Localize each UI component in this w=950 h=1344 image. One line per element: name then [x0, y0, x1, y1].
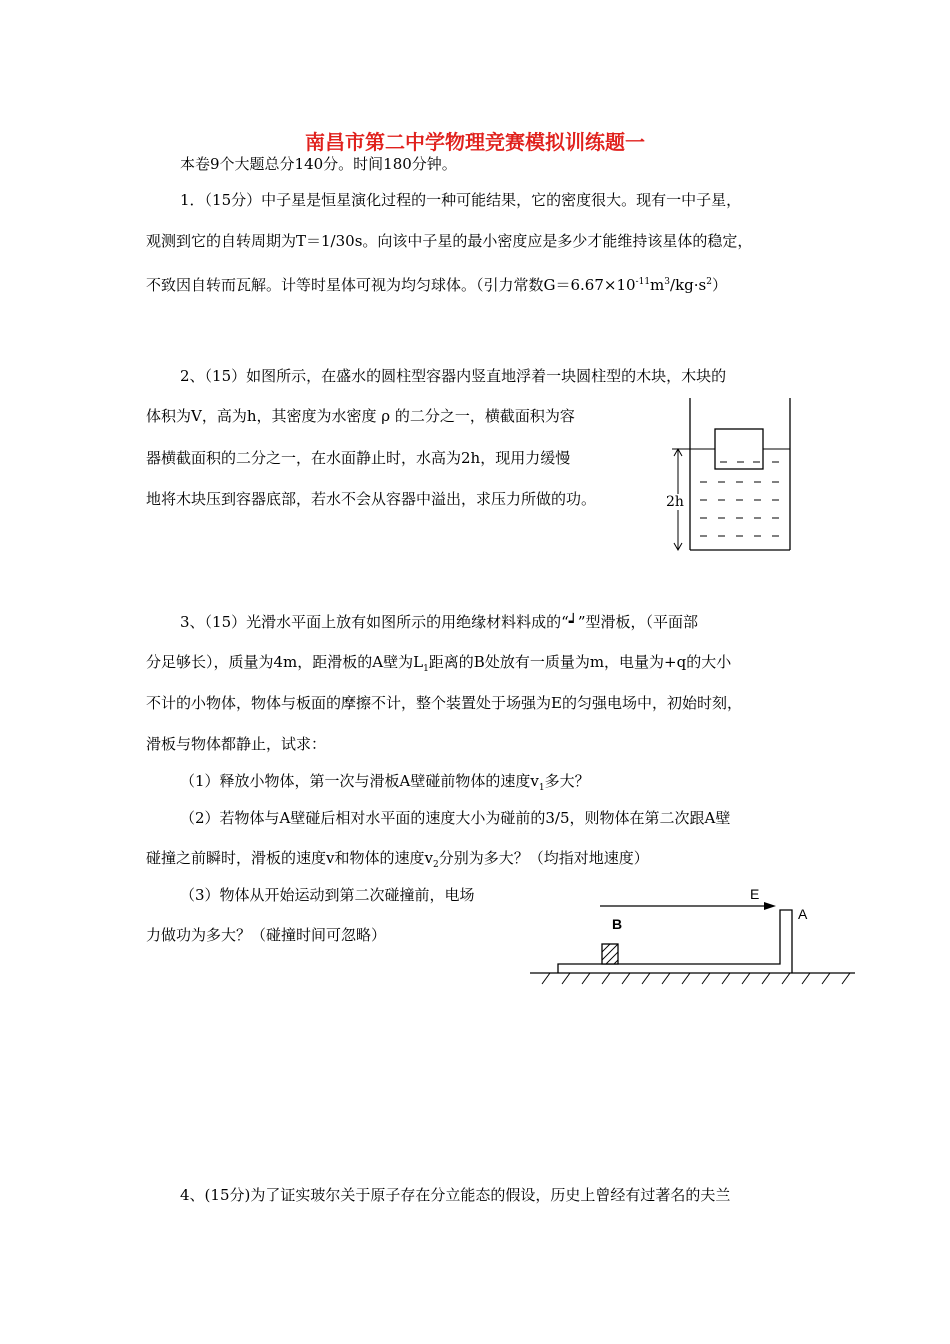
q3-line-4: 滑板与物体都静止，试求： — [146, 735, 327, 753]
q3-slider-figure — [530, 880, 860, 990]
q3-line-2: 分足够长），质量为4m，距滑板的A壁为$L_1$距离的B处放有一质量为m，电量为+q的大小 — [146, 653, 732, 674]
q3-fig-label-b: B — [612, 916, 623, 932]
q3-fig-label-e: E — [750, 886, 760, 902]
q4-line-1: 4、(15分)为了证实玻尔关于原子存在分立能态的假设，历史上曾经有过著名的夫兰 — [180, 1186, 731, 1204]
page-title: 南昌市第二中学物理竞赛模拟训练题一 — [305, 130, 645, 154]
q2-fig-label-2h: 2h — [666, 494, 684, 510]
q3-part-2: （2）若物体与A壁碰后相对水平面的速度大小为碰前的3/5，则物体在第二次跟A壁 — [180, 809, 731, 827]
q3-part-3: （3）物体从开始运动到第二次碰撞前，电场 — [180, 886, 475, 904]
q2-line-4: 地将木块压到容器底部，若水不会从容器中溢出，求压力所做的功。 — [146, 490, 597, 508]
intro-text: 本卷9个大题总分140分。时间180分钟。 — [180, 155, 457, 173]
q3-part-1: （1）释放小物体，第一次与滑板A壁碰前物体的速度$v_1$多大？ — [180, 772, 590, 793]
q1-line-2: 观测到它的自转周期为T＝1/30s。向该中子星的最小密度应是多少才能维持该星体的稳定， — [146, 232, 753, 250]
q1-line-1: 1．（15分）中子星是恒星演化过程的一种可能结果，它的密度很大。现有一中子星， — [180, 191, 742, 209]
q3-line-3: 不计的小物体，物体与板面的摩擦不计，整个装置处于场强为E的匀强电场中，初始时刻， — [146, 694, 742, 712]
q1-line-3: 不致因自转而瓦解。计等时星体可视为均匀球体。（引力常数$G=6.67\times 10^{-11}m^3/kg\cdot s^2$） — [146, 276, 727, 294]
q2-container-figure — [660, 392, 800, 554]
q3-part-2-cont: 碰撞之前瞬时，滑板的速度v和物体的速度$v_2$分别为多大？（均指对地速度） — [146, 849, 649, 870]
q2-line-2: 体积为V，高为h，其密度为水密度 ρ 的二分之一，横截面积为容 — [146, 407, 575, 425]
q3-fig-label-a: A — [798, 906, 808, 922]
q3-part-3-cont: 力做功为多大？（碰撞时间可忽略） — [146, 926, 387, 944]
q2-line-3: 器横截面积的二分之一，在水面静止时，水高为2h，现用力缓慢 — [146, 449, 571, 467]
q2-line-1: 2、（15）如图所示，在盛水的圆柱型容器内竖直地浮着一块圆柱型的木块，木块的 — [180, 367, 727, 385]
q3-line-1: 3、（15）光滑水平面上放有如图所示的用绝缘材料料成的“┙”型滑板，（平面部 — [180, 613, 699, 631]
